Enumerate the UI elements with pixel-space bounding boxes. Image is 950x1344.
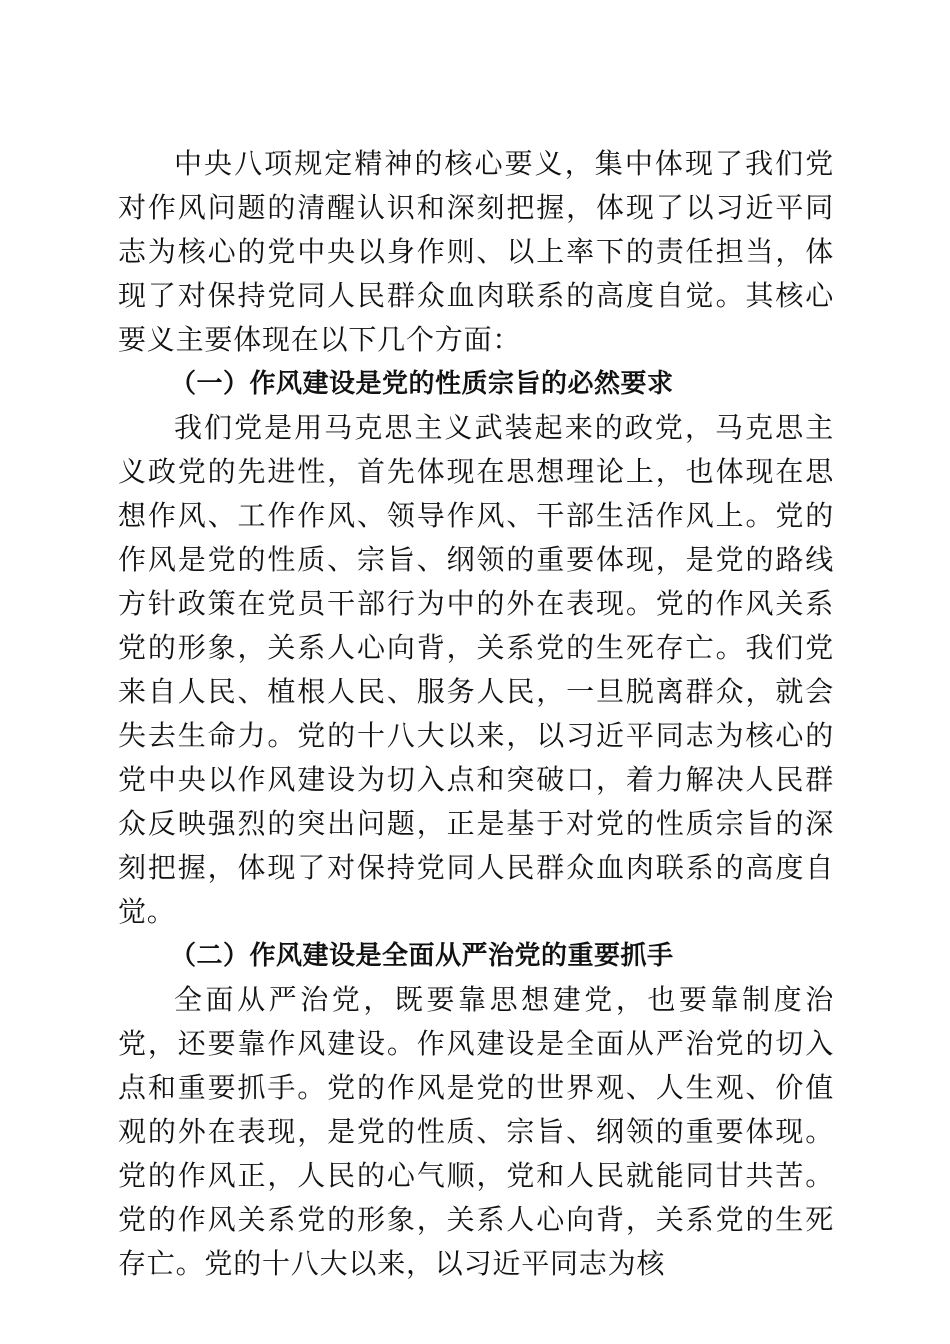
section-1-heading: （一）作风建设是党的性质宗旨的必然要求	[170, 369, 674, 399]
document-page	[118, 142, 834, 1286]
section-2-paragraph: 全面从严治党，既要靠思想建党，也要靠制度治党，还要靠作风建设。作风建设是全面从严治党的切入点和重要抓手。党的作风是党的世界观、人生观、价值观的外在表现，是党的性质、宗旨、纲领的重要体现。党的作风正，人民的心气顺，党和人民就能同甘共苦。党的作风关系党的形象，关系人心向背，关系党的生死存亡。党的十八大以来，以习近平同志为核	[118, 983, 834, 1280]
section-2-heading: （二）作风建设是全面从严治党的重要抓手	[170, 941, 674, 971]
intro-paragraph: 中央八项规定精神的核心要义，集中体现了我们党对作风问题的清醒认识和深刻把握，体现了以习近平同志为核心的党中央以身作则、以上率下的责任担当，体现了对保持党同人民群众血肉联系的高度自觉。其核心要义主要体现在以下几个方面：	[118, 147, 834, 356]
section-1-paragraph: 我们党是用马克思主义武装起来的政党，马克思主义政党的先进性，首先体现在思想理论上，也体现在思想作风、工作作风、领导作风、干部生活作风上。党的作风是党的性质、宗旨、纲领的重要体现，是党的路线方针政策在党员干部行为中的外在表现。党的作风关系党的形象，关系人心向背，关系党的生死存亡。我们党来自人民、植根人民、服务人民，一旦脱离群众，就会失去生命力。党的十八大以来，以习近平同志为核心的党中央以作风建设为切入点和突破口，着力解决人民群众反映强烈的突出问题，正是基于对党的性质宗旨的深刻把握，体现了对保持党同人民群众血肉联系的高度自觉。	[118, 411, 834, 928]
